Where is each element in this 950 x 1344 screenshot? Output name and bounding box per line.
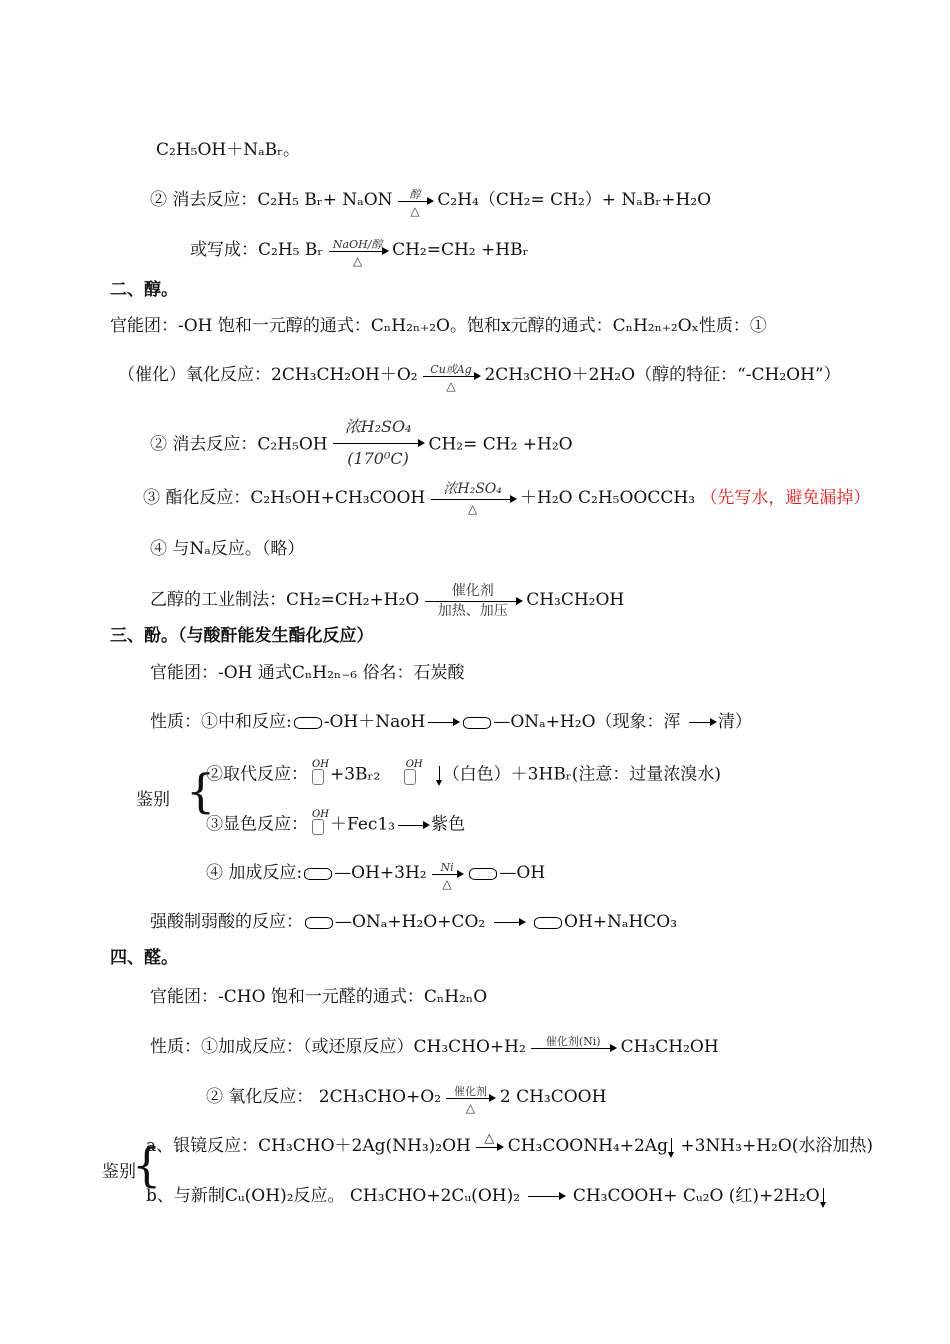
arrow-condition: 催化剂 — [453, 1084, 487, 1098]
reaction-arrow: 催化剂 △ — [446, 1086, 494, 1110]
line-1: C₂H₅OH＋NₐBᵣ。 — [156, 140, 301, 160]
line-20-products: CH₃COOH+ Cᵤ₂O (红)+2H₂O — [572, 1186, 820, 1206]
arrow-condition: Cu或Ag — [430, 362, 472, 376]
line-17 — [150, 1035, 719, 1060]
arrow-icon — [528, 1196, 564, 1197]
line-10: 官能团：-OH 通式CₙH₂ₙ₋₆ 俗名：石炭酸 — [150, 663, 465, 683]
line-13-result: 紫色 — [431, 814, 466, 835]
line-9-products: CH₃CH₂OH — [526, 590, 625, 610]
line-7 — [143, 480, 871, 516]
line-13-text: ③显色反应： — [206, 814, 308, 835]
arrow-condition-top: 浓H₂SO₄ — [344, 417, 412, 436]
line-6-products: CH₂= CH₂ +H₂O — [428, 434, 573, 455]
line-15-text: 强酸制弱酸的反应： — [150, 912, 303, 932]
precipitate-arrow-icon — [823, 1188, 824, 1206]
heading-phenol: 三、酚。（与酸酐能发生酯化反应） — [110, 626, 374, 646]
line-15-products: OH+NₐHCO₃ — [564, 912, 678, 932]
line-16: 官能团：-CHO 饱和一元醛的通式：CₙH₂ₙO — [150, 987, 488, 1007]
line-20-text: b、与新制Cᵤ(OH)₂反应。 CH₃CHO+2Cᵤ(OH)₂ — [146, 1186, 521, 1206]
benzene-ring-icon — [304, 868, 332, 880]
line-5-text: （催化）氧化反应：2CH₃CH₂OH＋O₂ — [118, 365, 418, 385]
arrow-condition: NaOH/醇 — [332, 237, 383, 251]
line-11-products: —ONₐ+H₂O（现象：浑 — [493, 712, 681, 732]
line-11 — [150, 710, 752, 734]
line-19-end: +3NH₃+H₂O(水浴加热) — [680, 1136, 874, 1156]
phenol-structure-icon: OH — [308, 811, 330, 839]
line-18-text: ② 氧化反应： 2CH₃CHO+O₂ — [206, 1087, 442, 1107]
red-note: （先写水，避免漏掉） — [700, 488, 871, 508]
arrow-condition: Ni — [440, 860, 454, 874]
line-19-text: a、银镜反应：CH₃CHO＋2Ag(NH₃)₂OH — [146, 1136, 471, 1156]
line-11-text: 性质：①中和反应: — [150, 712, 292, 732]
arrow-icon — [494, 922, 524, 923]
line-12-products: （白色）＋3HBᵣ(注意：过量浓溴水) — [442, 764, 721, 785]
line-3-text: 或写成：C₂H₅ Bᵣ — [190, 240, 324, 260]
line-5 — [118, 362, 841, 393]
arrow-icon — [428, 722, 458, 723]
line-12-text: ②取代反应： — [206, 764, 308, 785]
tribromophenol-structure-icon: OH — [386, 761, 436, 789]
line-17-text: 性质：①加成反应：（或还原反应）CH₃CHO+H₂ — [150, 1037, 526, 1057]
reaction-arrow: NaOH/醇 △ — [329, 239, 387, 263]
line-19 — [146, 1130, 874, 1159]
reaction-arrow — [333, 417, 423, 468]
line-18-products: 2 CH₃COOH — [499, 1087, 607, 1107]
line-19-products: CH₃COONH₄+2Ag — [507, 1136, 668, 1156]
line-13-reactant: ＋Fec1₃ — [330, 814, 396, 835]
arrow-condition-top: 催化剂 — [451, 582, 494, 599]
jianbie-label-2: 鉴别 — [102, 1162, 136, 1182]
line-15-reactants: —ONₐ+H₂O+CO₂ — [335, 912, 486, 932]
phenol-structure-icon: OH — [308, 761, 330, 789]
jianbie-label-1: 鉴别 — [136, 790, 170, 810]
line-7-text: ③ 酯化反应：C₂H₅OH+CH₃COOH — [143, 488, 426, 508]
reaction-arrow — [425, 582, 521, 619]
line-11-end: 清） — [717, 712, 752, 732]
brace-icon: { — [132, 1138, 162, 1192]
arrow-condition: 醇 — [409, 187, 421, 201]
line-12 — [206, 761, 721, 789]
reaction-arrow — [531, 1036, 615, 1060]
line-14-reactants: —OH+3H₂ — [334, 863, 427, 883]
line-13 — [206, 811, 465, 839]
benzene-ring-icon — [463, 717, 491, 729]
line-3-products: CH₂=CH₂ +HBᵣ — [392, 240, 529, 260]
arrow-condition: 催化剂(Ni) — [545, 1034, 601, 1048]
line-14-products: —OH — [499, 863, 546, 883]
line-14-text: ④ 加成反应: — [206, 863, 303, 883]
arrow-icon — [689, 722, 715, 723]
benzene-ring-icon — [294, 717, 322, 729]
line-2-products: C₂H₄（CH₂= CH₂）+ NₐBᵣ+H₂O — [437, 190, 712, 210]
line-15 — [150, 910, 677, 934]
reaction-arrow: Cu或Ag △ — [423, 364, 479, 388]
reversible-arrow: 浓H₂SO₄ △ — [431, 487, 515, 511]
heading-aldehyde: 四、醛。 — [110, 948, 178, 968]
reaction-arrow: Ni △ — [432, 862, 462, 886]
line-6-text: ② 消去反应：C₂H₅OH — [150, 434, 328, 455]
heading-alcohol: 二、醇。 — [110, 280, 178, 300]
arrow-icon — [398, 825, 428, 826]
precipitate-arrow-icon — [671, 1138, 672, 1156]
line-7-products: ＋H₂O C₂H₅OOCCH₃ — [520, 488, 696, 508]
line-2 — [150, 187, 712, 218]
precipitate-arrow-icon — [439, 766, 440, 784]
line-8: ④ 与Nₐ反应。（略） — [150, 539, 305, 559]
reaction-arrow: 醇 △ — [398, 189, 432, 213]
arrow-condition-bottom: 加热、加压 — [437, 602, 508, 619]
line-9 — [150, 582, 625, 619]
benzene-ring-icon — [305, 917, 333, 929]
line-5-products: 2CH₃CHO＋2H₂O（醇的特征：“-CH₂OH”） — [484, 365, 841, 385]
arrow-condition-bottom: (170⁰C) — [347, 449, 409, 468]
line-14 — [206, 860, 546, 891]
line-9-text: 乙醇的工业制法：CH₂=CH₂+H₂O — [150, 590, 420, 610]
brace-icon: { — [186, 764, 216, 818]
line-6 — [150, 417, 573, 468]
line-17-products: CH₃CH₂OH — [620, 1037, 719, 1057]
line-20 — [146, 1184, 827, 1208]
arrow-condition: 浓H₂SO₄ — [443, 480, 502, 497]
benzene-ring-icon — [534, 917, 562, 929]
line-12-reactant: +3Bᵣ₂ — [330, 764, 381, 785]
line-2-text: ② 消去反应：C₂H₅ Bᵣ+ NₐON — [150, 190, 393, 210]
reaction-arrow: △ — [476, 1135, 502, 1159]
line-4: 官能团：-OH 饱和一元醇的通式：CₙH₂ₙ₊₂O。饱和x元醇的通式：CₙH₂ₙ₊₂Oₓ性质：① — [110, 316, 767, 336]
line-3 — [190, 237, 529, 268]
line-18 — [206, 1084, 607, 1115]
cyclohexane-ring-icon — [469, 868, 497, 880]
line-11-reactants: -OH＋NaoH — [323, 712, 426, 732]
